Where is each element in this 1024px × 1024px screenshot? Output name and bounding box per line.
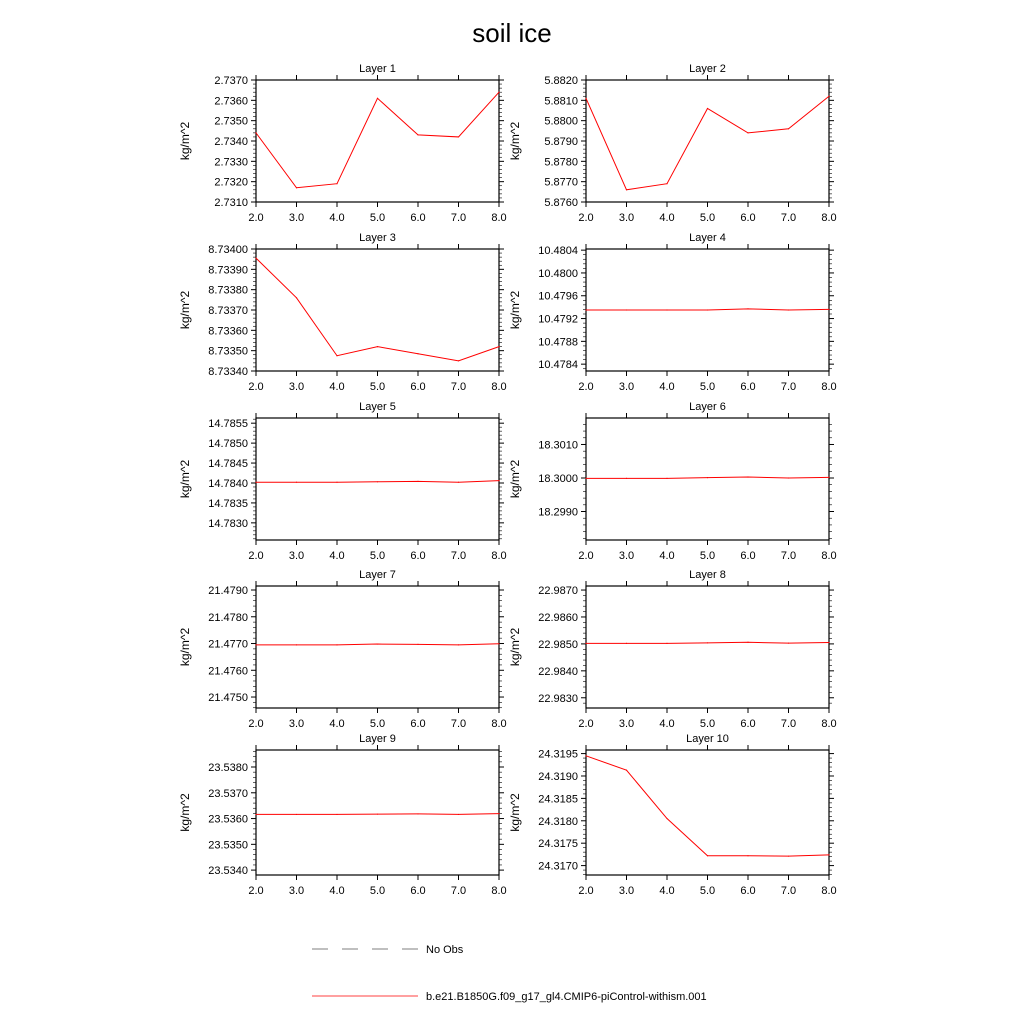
y-tick-label: 8.73360	[208, 325, 248, 338]
data-point	[585, 643, 586, 644]
panel-title: Layer 3	[359, 232, 396, 244]
x-tick-label: 8.0	[821, 212, 837, 224]
data-point	[747, 855, 748, 856]
y-axis-label: kg/m^2	[178, 627, 192, 667]
y-tick-label: 14.7835	[208, 497, 248, 510]
x-tick-label: 6.0	[410, 885, 426, 897]
data-point	[626, 478, 627, 479]
x-tick-label: 2.0	[248, 212, 264, 224]
x-tick-label: 2.0	[578, 550, 594, 562]
x-tick-label: 3.0	[618, 718, 635, 730]
x-tick-label: 3.0	[288, 885, 305, 897]
data-point	[377, 643, 378, 644]
x-tick-label: 7.0	[450, 550, 467, 562]
y-tick-label: 24.3190	[538, 770, 578, 783]
data-point	[498, 643, 499, 644]
y-tick-label: 18.2990	[538, 506, 578, 519]
panel-title: Layer 2	[689, 63, 726, 75]
x-tick-label: 3.0	[288, 718, 305, 730]
x-tick-label: 7.0	[780, 381, 797, 393]
data-point	[788, 856, 789, 857]
data-point	[458, 136, 459, 137]
y-tick-label: 10.4796	[538, 290, 578, 303]
y-tick-label: 24.3175	[538, 838, 578, 851]
y-tick-label: 18.3000	[538, 472, 578, 485]
data-point	[336, 183, 337, 184]
data-point	[626, 309, 627, 310]
y-tick-label: 2.7330	[214, 156, 248, 169]
x-tick-label: 8.0	[821, 885, 837, 897]
x-tick-label: 3.0	[288, 381, 305, 393]
data-point	[788, 309, 789, 310]
y-tick-label: 10.4800	[538, 267, 578, 280]
x-tick-label: 8.0	[491, 885, 507, 897]
y-tick-label: 21.4750	[208, 692, 248, 705]
x-tick-label: 6.0	[410, 212, 426, 224]
data-point	[626, 770, 627, 771]
y-tick-label: 23.5340	[208, 865, 248, 878]
x-tick-label: 2.0	[248, 381, 264, 393]
y-tick-label: 5.8770	[544, 176, 578, 189]
x-tick-label: 4.0	[659, 550, 675, 562]
plot-frame	[256, 418, 499, 540]
data-point	[828, 854, 829, 855]
x-tick-label: 3.0	[288, 550, 305, 562]
x-tick-label: 3.0	[618, 212, 635, 224]
data-point	[666, 478, 667, 479]
series-line	[586, 96, 829, 190]
data-point	[296, 482, 297, 483]
panel-title: Layer 1	[359, 63, 396, 75]
y-axis-label: kg/m^2	[178, 290, 192, 330]
x-tick-label: 5.0	[699, 718, 716, 730]
data-point	[498, 813, 499, 814]
data-point	[296, 814, 297, 815]
y-tick-label: 10.4792	[538, 313, 578, 326]
y-tick-label: 8.73370	[208, 305, 248, 317]
x-tick-label: 3.0	[618, 550, 635, 562]
x-tick-label: 2.0	[578, 718, 594, 730]
x-tick-label: 4.0	[659, 718, 675, 730]
x-tick-label: 8.0	[491, 381, 507, 393]
x-tick-label: 6.0	[740, 381, 756, 393]
data-point	[255, 258, 256, 259]
panel-1	[178, 63, 507, 224]
y-tick-label: 18.3010	[538, 439, 578, 452]
x-tick-label: 6.0	[740, 550, 756, 562]
y-tick-label: 5.8800	[544, 115, 578, 128]
data-point	[788, 642, 789, 643]
data-point	[336, 644, 337, 645]
x-tick-label: 4.0	[329, 381, 345, 393]
y-tick-label: 14.7855	[208, 418, 248, 431]
data-point	[666, 309, 667, 310]
data-point	[255, 482, 256, 483]
x-tick-label: 5.0	[699, 550, 716, 562]
x-tick-label: 4.0	[659, 381, 675, 393]
y-tick-label: 21.4780	[208, 611, 248, 624]
panel-7	[178, 569, 507, 730]
x-tick-label: 5.0	[369, 212, 386, 224]
y-axis-label: kg/m^2	[508, 459, 522, 499]
x-tick-label: 8.0	[821, 381, 837, 393]
data-point	[458, 814, 459, 815]
data-point	[707, 477, 708, 478]
data-point	[828, 642, 829, 643]
data-point	[255, 644, 256, 645]
data-point	[417, 644, 418, 645]
data-point	[498, 480, 499, 481]
y-axis-label: kg/m^2	[508, 290, 522, 330]
x-tick-label: 6.0	[410, 718, 426, 730]
data-point	[585, 755, 586, 756]
data-point	[747, 308, 748, 309]
x-tick-label: 6.0	[410, 550, 426, 562]
panel-3	[178, 232, 507, 393]
plot-frame	[586, 418, 829, 540]
data-point	[626, 643, 627, 644]
data-point	[255, 132, 256, 133]
x-tick-label: 5.0	[369, 381, 386, 393]
y-tick-label: 8.73400	[208, 244, 248, 256]
x-tick-label: 2.0	[248, 550, 264, 562]
data-point	[788, 128, 789, 129]
y-tick-label: 8.73340	[208, 366, 248, 378]
x-tick-label: 7.0	[450, 212, 467, 224]
y-tick-label: 24.3180	[538, 815, 578, 828]
data-point	[458, 644, 459, 645]
y-axis-label: kg/m^2	[178, 121, 192, 161]
y-tick-label: 14.7850	[208, 438, 248, 451]
x-tick-label: 8.0	[491, 718, 507, 730]
panel-title: Layer 7	[359, 569, 396, 581]
y-tick-label: 22.9840	[538, 665, 578, 678]
data-point	[296, 297, 297, 298]
y-tick-label: 10.4804	[538, 245, 578, 258]
panel-5	[178, 401, 507, 562]
y-tick-label: 21.4770	[208, 638, 248, 651]
panel-10	[508, 733, 837, 897]
data-point	[417, 134, 418, 135]
data-point	[707, 309, 708, 310]
x-tick-label: 8.0	[491, 550, 507, 562]
x-tick-label: 2.0	[248, 718, 264, 730]
data-point	[296, 644, 297, 645]
x-tick-label: 4.0	[329, 885, 345, 897]
x-tick-label: 3.0	[618, 381, 635, 393]
data-point	[707, 855, 708, 856]
data-point	[498, 92, 499, 93]
data-point	[296, 187, 297, 188]
x-tick-label: 2.0	[578, 381, 594, 393]
plot-frame	[256, 586, 499, 708]
y-tick-label: 8.73350	[208, 345, 248, 358]
y-tick-label: 23.5360	[208, 813, 248, 826]
y-tick-label: 24.3195	[538, 748, 578, 761]
x-tick-label: 6.0	[740, 885, 756, 897]
data-point	[498, 346, 499, 347]
y-tick-label: 5.8780	[544, 156, 578, 169]
x-tick-label: 2.0	[578, 212, 594, 224]
data-point	[666, 818, 667, 819]
y-tick-label: 22.9850	[538, 638, 578, 651]
data-point	[377, 481, 378, 482]
series-line	[256, 258, 499, 361]
series-line	[256, 92, 499, 188]
data-point	[417, 353, 418, 354]
figure-title: soil ice	[472, 18, 552, 48]
x-tick-label: 7.0	[780, 212, 797, 224]
data-point	[828, 96, 829, 97]
data-point	[255, 814, 256, 815]
x-tick-label: 5.0	[699, 212, 716, 224]
y-axis-label: kg/m^2	[508, 793, 522, 832]
y-tick-label: 5.8810	[544, 95, 578, 108]
data-point	[377, 814, 378, 815]
legend-label-no-obs: No Obs	[426, 944, 464, 956]
y-tick-label: 5.8790	[544, 136, 578, 148]
y-tick-label: 14.7830	[208, 517, 248, 530]
y-tick-label: 23.5370	[208, 787, 248, 800]
data-point	[377, 346, 378, 347]
x-tick-label: 4.0	[329, 550, 345, 562]
x-tick-label: 7.0	[450, 718, 467, 730]
y-axis-label: kg/m^2	[508, 627, 522, 667]
data-point	[336, 482, 337, 483]
x-tick-label: 4.0	[659, 212, 675, 224]
legend	[312, 944, 707, 1003]
y-tick-label: 22.9870	[538, 585, 578, 598]
y-tick-label: 5.8820	[544, 75, 578, 87]
y-tick-label: 21.4790	[208, 585, 248, 598]
y-tick-label: 22.9830	[538, 692, 578, 705]
x-tick-label: 8.0	[821, 550, 837, 562]
data-point	[585, 478, 586, 479]
data-point	[377, 98, 378, 99]
y-axis-label: kg/m^2	[508, 121, 522, 161]
legend-label-case: b.e21.B1850G.f09_g17_gl4.CMIP6-piControl-withism.001	[426, 991, 707, 1003]
x-tick-label: 5.0	[699, 381, 716, 393]
data-point	[666, 643, 667, 644]
data-point	[417, 481, 418, 482]
panel-2	[508, 63, 837, 224]
y-tick-label: 10.4784	[538, 359, 578, 372]
panel-title: Layer 5	[359, 401, 396, 413]
x-tick-label: 4.0	[329, 718, 345, 730]
y-tick-label: 24.3185	[538, 793, 578, 806]
x-tick-label: 6.0	[740, 212, 756, 224]
y-tick-label: 5.8760	[544, 197, 578, 209]
x-tick-label: 5.0	[369, 885, 386, 897]
plot-frame	[586, 586, 829, 708]
y-tick-label: 14.7845	[208, 458, 248, 471]
data-point	[458, 482, 459, 483]
x-tick-label: 4.0	[329, 212, 345, 224]
y-tick-label: 23.5350	[208, 839, 248, 852]
panel-6	[508, 401, 837, 562]
data-point	[585, 309, 586, 310]
data-point	[747, 132, 748, 133]
x-tick-label: 3.0	[288, 212, 305, 224]
x-tick-label: 7.0	[780, 885, 797, 897]
y-tick-label: 2.7310	[214, 197, 248, 209]
plot-frame	[256, 249, 499, 371]
y-tick-label: 2.7360	[214, 95, 248, 108]
panel-title: Layer 6	[689, 401, 726, 413]
data-point	[747, 642, 748, 643]
plot-frame	[256, 750, 499, 875]
panel-title: Layer 4	[689, 232, 726, 244]
x-tick-label: 7.0	[780, 550, 797, 562]
y-tick-label: 14.7840	[208, 477, 248, 490]
x-tick-label: 8.0	[491, 212, 507, 224]
y-axis-label: kg/m^2	[178, 459, 192, 499]
x-tick-label: 7.0	[450, 381, 467, 393]
x-tick-label: 2.0	[578, 885, 594, 897]
panel-title: Layer 10	[686, 733, 729, 745]
y-tick-label: 2.7340	[214, 136, 248, 148]
series-line	[586, 756, 829, 856]
y-tick-label: 23.5380	[208, 762, 248, 775]
y-tick-label: 8.73380	[208, 284, 248, 297]
y-axis-label: kg/m^2	[178, 793, 192, 832]
x-tick-label: 7.0	[780, 718, 797, 730]
data-point	[336, 355, 337, 356]
data-point	[585, 98, 586, 99]
y-tick-label: 24.3170	[538, 860, 578, 873]
data-point	[707, 108, 708, 109]
y-tick-label: 21.4760	[208, 665, 248, 678]
data-point	[747, 476, 748, 477]
panel-8	[508, 569, 837, 730]
data-point	[626, 189, 627, 190]
panel-9	[178, 733, 507, 897]
panel-4	[508, 232, 837, 393]
x-tick-label: 3.0	[618, 885, 635, 897]
y-tick-label: 2.7320	[214, 176, 248, 189]
y-tick-label: 10.4788	[538, 336, 578, 349]
data-point	[458, 360, 459, 361]
data-point	[828, 309, 829, 310]
x-tick-label: 7.0	[450, 885, 467, 897]
data-point	[707, 642, 708, 643]
x-tick-label: 6.0	[410, 381, 426, 393]
y-tick-label: 22.9860	[538, 611, 578, 624]
x-tick-label: 5.0	[369, 718, 386, 730]
data-point	[336, 814, 337, 815]
data-point	[828, 477, 829, 478]
x-tick-label: 8.0	[821, 718, 837, 730]
y-tick-label: 2.7370	[214, 75, 248, 87]
x-tick-label: 6.0	[740, 718, 756, 730]
panel-title: Layer 9	[359, 733, 396, 745]
y-tick-label: 2.7350	[214, 115, 248, 128]
panel-title: Layer 8	[689, 569, 726, 581]
data-point	[666, 183, 667, 184]
plot-frame	[586, 80, 829, 202]
data-point	[417, 813, 418, 814]
x-tick-label: 4.0	[659, 885, 675, 897]
x-tick-label: 2.0	[248, 885, 264, 897]
data-point	[788, 477, 789, 478]
y-tick-label: 8.73390	[208, 264, 248, 277]
x-tick-label: 5.0	[369, 550, 386, 562]
x-tick-label: 5.0	[699, 885, 716, 897]
